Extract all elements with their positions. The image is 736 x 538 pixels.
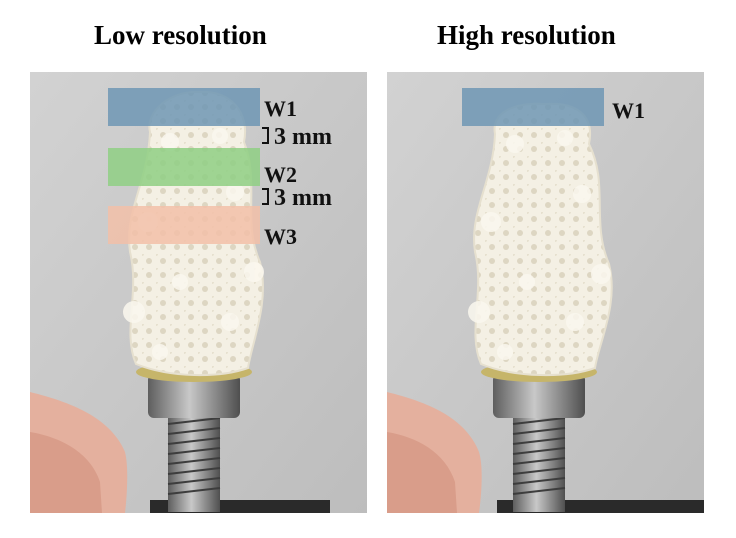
gap-bracket-2	[262, 188, 269, 205]
low-resolution-photo	[30, 72, 367, 513]
window-label-w1: W1	[264, 96, 297, 121]
high-resolution-scene	[387, 72, 704, 513]
window-label-w3: W3	[264, 224, 297, 249]
gap-bracket-1	[262, 127, 269, 144]
window-label-w1: W1	[612, 98, 645, 123]
right-panel-title: High resolution	[437, 20, 616, 50]
window-label-w2: W2	[264, 162, 297, 187]
window-band-w2	[108, 148, 260, 186]
window-band-w3	[108, 206, 260, 244]
window-band-w1	[108, 88, 260, 126]
window-band-w1	[462, 88, 604, 126]
gap-label-w1-w2: 3 mm	[274, 124, 332, 150]
left-panel-title: Low resolution	[94, 20, 267, 50]
gap-label-w2-w3: 3 mm	[274, 185, 332, 211]
high-resolution-photo	[387, 72, 704, 513]
